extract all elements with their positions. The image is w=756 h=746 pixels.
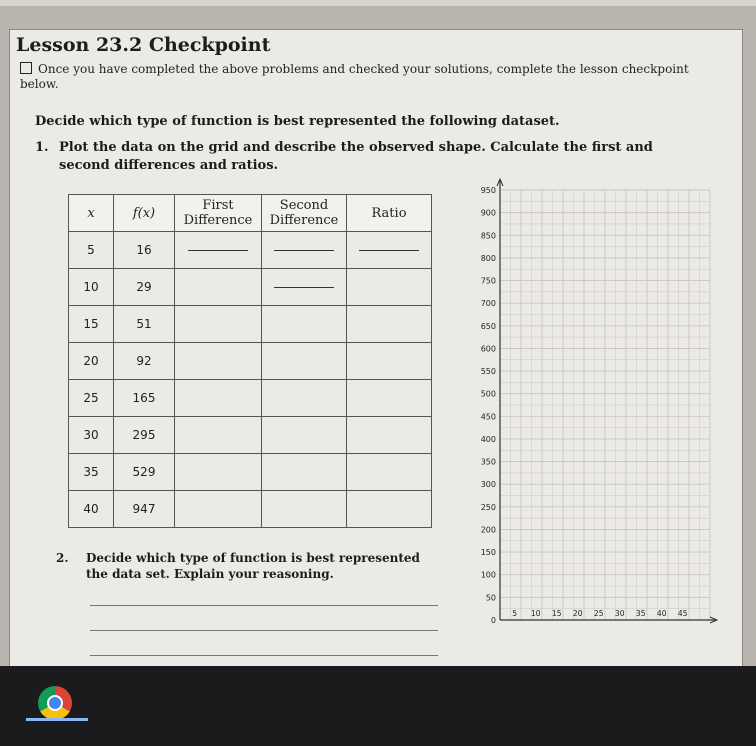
x-axis-tick-labels	[512, 609, 687, 618]
graph-axes	[497, 179, 717, 623]
question-1-text: Plot the data on the grid and describe the observed shape. Calculate the first and second differences and ratios.	[59, 140, 653, 173]
cell-first-difference[interactable]	[175, 417, 262, 454]
y-tick-label: 550	[480, 367, 496, 377]
cell-ratio[interactable]	[347, 343, 432, 380]
y-tick-label: 200	[480, 525, 496, 535]
cell-second-difference[interactable]	[262, 232, 347, 269]
question-1-number: 1.	[35, 140, 49, 155]
y-tick-label: 150	[480, 548, 496, 558]
answer-line[interactable]	[90, 605, 438, 606]
cell-first-difference[interactable]	[175, 269, 262, 306]
table-header-row	[69, 195, 432, 232]
y-tick-label: 950	[480, 186, 496, 195]
cell-x: 25	[69, 380, 114, 417]
y-tick-label: 250	[480, 502, 496, 512]
cell-x: 15	[69, 306, 114, 343]
header-x: x	[69, 195, 114, 232]
x-tick-label: 35	[635, 609, 646, 618]
cell-second-difference[interactable]	[262, 269, 347, 306]
page-title: Lesson 23.2 Checkpoint	[16, 34, 271, 56]
x-tick-label: 25	[593, 609, 604, 618]
x-tick-label: 10	[530, 609, 541, 618]
cell-first-difference[interactable]	[175, 232, 262, 269]
x-tick-label: 45	[677, 609, 688, 618]
cell-fx: 295	[114, 417, 175, 454]
cell-fx: 92	[114, 343, 175, 380]
checkpoint-note-text: Once you have completed the above problems and checked your solutions, complete the lesson checkpoint below.	[20, 62, 689, 91]
cell-second-difference[interactable]	[262, 417, 347, 454]
table-row	[69, 417, 432, 454]
x-tick-label: 15	[551, 609, 562, 618]
blank-line	[359, 250, 419, 251]
question-1	[35, 139, 675, 175]
header-first-difference	[175, 195, 262, 232]
table-row	[69, 491, 432, 528]
cell-x: 40	[69, 491, 114, 528]
instruction-text: Decide which type of function is best represented the following dataset.	[35, 114, 560, 129]
cell-ratio[interactable]	[347, 454, 432, 491]
cell-fx: 16	[114, 232, 175, 269]
cell-x: 35	[69, 454, 114, 491]
blank-line	[274, 250, 334, 251]
cell-second-difference[interactable]	[262, 343, 347, 380]
grid-lines	[500, 190, 710, 620]
header-first-label: First	[202, 198, 234, 213]
cell-ratio[interactable]	[347, 269, 432, 306]
y-axis-tick-labels	[481, 186, 496, 625]
y-tick-label: 750	[480, 276, 496, 286]
y-tick-label: 900	[480, 208, 496, 218]
header-difference-label: Difference	[269, 213, 339, 228]
cell-second-difference[interactable]	[262, 454, 347, 491]
graph-grid[interactable]	[448, 178, 718, 638]
chrome-icon-center	[47, 695, 63, 711]
checkbox[interactable]	[20, 62, 32, 74]
x-tick-label: 30	[614, 609, 625, 618]
y-tick-label: 400	[480, 434, 496, 444]
table-row	[69, 380, 432, 417]
cell-first-difference[interactable]	[175, 454, 262, 491]
y-tick-label: 800	[480, 253, 496, 263]
header-difference-label: Difference	[183, 213, 253, 228]
y-tick-label: 350	[480, 457, 496, 467]
blank-line	[274, 287, 334, 288]
cell-ratio[interactable]	[347, 306, 432, 343]
y-tick-label: 450	[480, 412, 496, 422]
table-row	[69, 343, 432, 380]
cell-x: 30	[69, 417, 114, 454]
worksheet-page	[10, 30, 742, 666]
x-tick-label: 20	[572, 609, 583, 618]
answer-line[interactable]	[90, 655, 438, 656]
y-tick-label: 0	[490, 616, 496, 625]
cell-x: 20	[69, 343, 114, 380]
question-2	[56, 550, 426, 582]
data-table	[68, 194, 432, 528]
y-tick-label: 50	[485, 593, 496, 603]
blank-line	[188, 250, 248, 251]
cell-first-difference[interactable]	[175, 306, 262, 343]
table-row	[69, 269, 432, 306]
active-app-indicator	[26, 718, 88, 721]
cell-fx: 51	[114, 306, 175, 343]
checkpoint-note	[20, 62, 720, 92]
cell-second-difference[interactable]	[262, 491, 347, 528]
cell-second-difference[interactable]	[262, 306, 347, 343]
cell-first-difference[interactable]	[175, 380, 262, 417]
cell-ratio[interactable]	[347, 417, 432, 454]
cell-ratio[interactable]	[347, 380, 432, 417]
cell-fx: 529	[114, 454, 175, 491]
header-fx: f(x)	[114, 195, 175, 232]
chrome-icon[interactable]	[38, 686, 72, 720]
cell-first-difference[interactable]	[175, 343, 262, 380]
y-tick-label: 600	[480, 344, 496, 354]
y-tick-label: 100	[480, 570, 496, 580]
header-second-label: Second	[279, 198, 329, 213]
cell-fx: 947	[114, 491, 175, 528]
question-2-number: 2.	[56, 551, 69, 565]
y-tick-label: 650	[480, 321, 496, 331]
cell-ratio[interactable]	[347, 232, 432, 269]
cell-fx: 165	[114, 380, 175, 417]
y-tick-label: 300	[480, 480, 496, 490]
header-second-difference	[262, 195, 347, 232]
table-row	[69, 454, 432, 491]
cell-ratio[interactable]	[347, 491, 432, 528]
answer-line[interactable]	[90, 630, 438, 631]
cell-fx: 29	[114, 269, 175, 306]
header-ratio: Ratio	[347, 195, 432, 232]
taskbar	[0, 666, 756, 746]
x-tick-label: 5	[512, 609, 518, 618]
y-tick-label: 500	[480, 389, 496, 399]
x-tick-label: 40	[656, 609, 667, 618]
y-tick-label: 850	[480, 231, 496, 241]
cell-first-difference[interactable]	[175, 491, 262, 528]
table-row	[69, 232, 432, 269]
table-row	[69, 306, 432, 343]
cell-x: 5	[69, 232, 114, 269]
question-2-text: Decide which type of function is best represented the data set. Explain your reasoning.	[86, 551, 420, 581]
cell-x: 10	[69, 269, 114, 306]
y-tick-label: 700	[480, 299, 496, 309]
cell-second-difference[interactable]	[262, 380, 347, 417]
